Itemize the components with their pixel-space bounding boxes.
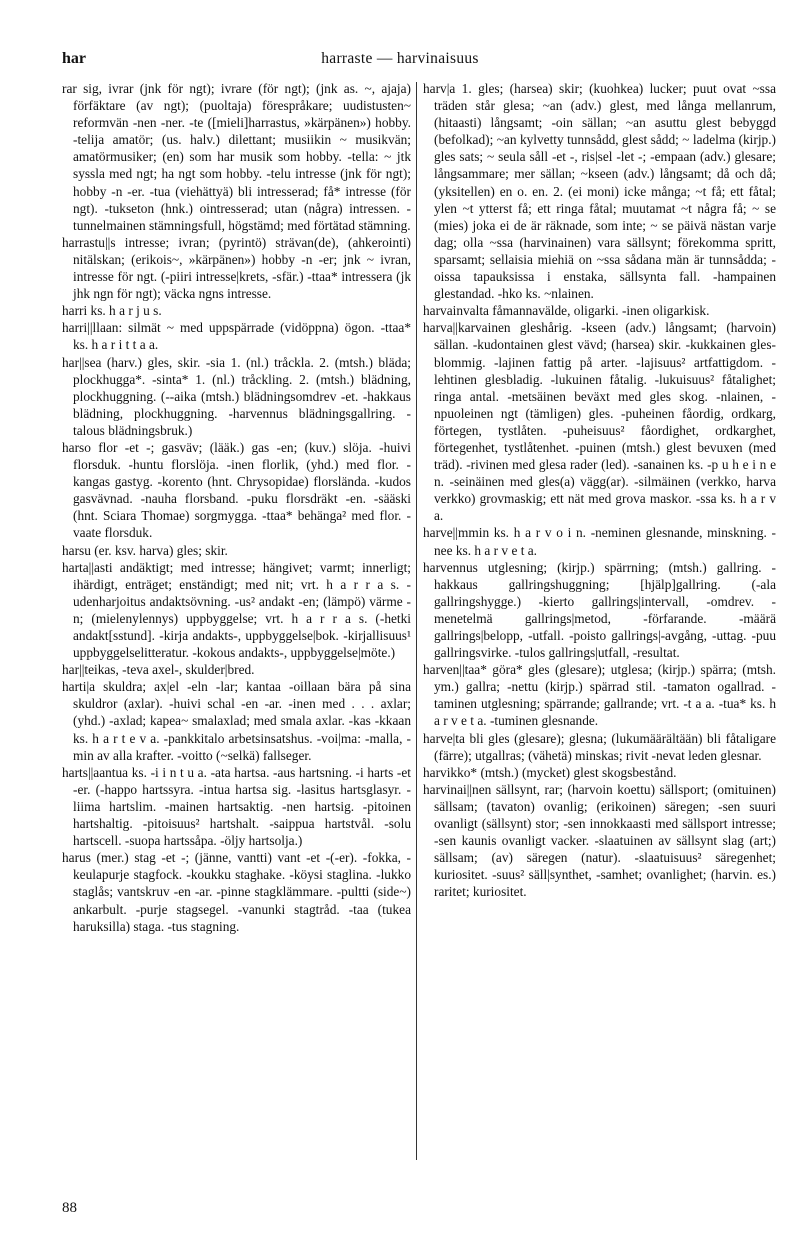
column-divider: [416, 82, 417, 1160]
entry: rar sig, ivrar (jnk för ngt); ivrare (för ngt); (jnk as. ~, ajaja) förfäktare (av ngt); (puoltaja) förespråkare; uudistusten~ reformvän -nen -ner. -te ([mieli]harrastus, »kärpänen») hobby. -telija amatör; (us. halv.) dilettant; musiikin ~ musikvän; amatörmusiker; (en) som har musik som hobby. -tella: ~ jtk syssla med ngt; ha ngt som hobby. -telu intresse (jnk för ngt); hobby -n -er. -tua (viehättyä) bli intresserad; få* intresse (för ngt). -tukseton (hnk.) ointresserad; utan (några) intressen. -tunnelmainen stämningsfull, högstämd; med förtätad stämning.: [62, 81, 411, 233]
entry: harrastu||s intresse; ivran; (pyrintö) strävan(de), (ahkerointi) nitälskan; (erikois~, »kärpänen») hobby -n -er; jnk ~ ivran, intresse för ngt. (-piiri intresse|krets, -sfär.) -ttaa* intressera (jk jhk ngn för ngt); väcka ngns intresse.: [62, 234, 411, 302]
entry: harso flor -et -; gasväv; (lääk.) gas -en; (kuv.) slöja. -huivi florsduk. -huntu florslöja. -inen florlik, (yhd.) med flor. -kangas gastyg. -korento (hnt. Chrysopidae) florslända. -kudos gasvävnad. -nauha florsband. -puku florsdräkt -en. -sääski (hnt. Sciara Thomae) sorgmygga. -ttaa* behänga² med flor. -vaate florsduk.: [62, 439, 411, 541]
header-headword: har: [62, 50, 86, 67]
entry: harri ks. h a r j u s.: [62, 303, 162, 319]
right-column: [423, 80, 776, 1160]
entry: harva||karvainen gleshårig. -kseen (adv.) långsamt; (harvoin) sällan. -kudontainen glest vävd; (harsea) skir. -kukkainen gles-blommig. -lajinen fattig på arter. -lajisuus² artfattigdom. -lehtinen glesbladig. -lukuinen fåtalig. -lukuisuus² fåtalighet; ringa antal. -metsäinen beväxt med gles skog. -nlainen, -npuoleinen ngt (tämligen) gles. -puheinen fåordig, ordkarg, förtegen, tystlåten. -puheisuus² fåordighet, ordkarghet, förtegenhet, tystlåtenhet. -puinen (mtsh.) glest bevuxen (med träd). -rivinen med glesa rader (led). -sanainen ks. -p u h e i n e n. -seinäinen med gles(a) vägg(ar). -silmäinen (verkko, harva verkko) grovmaskig; ett nät med grova maskor. -ssa ks. h a r v a.: [423, 320, 776, 524]
entry: harus (mer.) stag -et -; (jänne, vantti) vant -et -(-er). -fokka, -keulapurje stagfock. -koukku staghake. -köysi staglina. -lukko staglås; vantskruv -en -ar. -pinne stagklämmare. -pultti (side~) ankarbult. -purje stagsegel. -vanunki stagtråd. -taa (tukea haruksilla) staga. -tus stagning.: [62, 850, 411, 934]
entry: harts||aantua ks. -i i n t u a. -ata hartsa. -aus hartsning. -i harts -et -er. (-happo hartssyra. -intua hartsa sig. -lasitus hartsglasyr. -liima hartslim. -mainen hartsaktig. -nen hartsig. -pitoinen hartshaltig. -pitoisuus² hartshalt. -saippua hartstvål. -solu hartscell. -suopa hartssåpa. -öljy hartsolja.): [62, 764, 411, 849]
entry: harta||asti andäktigt; med intresse; hängivet; varmt; innerligt; ihärdigt, enträget; enständigt; med nit; vrt. h a r r a s. -udenharjoitus andaktsövning. -us² andakt -en; (lämpö) värme -n; (mielenylennys) uppbyggelse; vrt. h a r r a s. (-hetki andakt[sstund]. -kirja andakts-, uppbyggelse|bok. -kirjallisuus¹ uppbyggelselitteratur. -kokous andakts-, uppbyggelse|möte.): [62, 559, 411, 661]
entry: harve|ta bli gles (glesare); glesna; (lukumäärältään) bli fåtaligare (färre); utgallras; (vähetä) minskas; rivit -nevat leden glesnar.: [423, 730, 776, 763]
entry: harsu (er. ksv. harva) gles; skir.: [62, 542, 228, 558]
entry: harve||mmin ks. h a r v o i n. -neminen glesnande, minskning. -nee ks. h a r v e t a.: [423, 525, 776, 558]
entry: harvennus utglesning; (kirjp.) spärrning; (mtsh.) gallring. -hakkaus gallringshuggning; [hjälp]gallring. (-ala gallringshygge.) -kierto gallrings|intervall, -omdrev. -menetelmä gallrings|metod, -förfarande. -määrä gallrings|belopp, -utfall. -poisto gallrings|-avgång, -uttag. -puu gallringsvirke. -tulos gallrings|utfall, -resultat.: [423, 559, 776, 661]
entry: harven||taa* göra* gles (glesare); utglesa; (kirjp.) spärra; (mtsh. ym.) gallra; -nettu (kirjp.) spärrad stil. -tamaton ogallrad. -taminen utglesning; spärrande; gallrande; vrt. -t a a. -tua* ks. h a r v e t a. -tuminen glesnande.: [423, 662, 776, 729]
entry: har||teikas, -teva axel-, skulder|bred.: [62, 662, 255, 678]
entry: harri||llaan: silmät ~ med uppspärrade (vidöppna) ögon. -ttaa* ks. h a r i t t a a.: [62, 320, 411, 353]
left-column: [62, 80, 411, 1160]
entry: harvikko* (mtsh.) (mycket) glest skogsbestånd.: [423, 764, 677, 780]
header-range: harraste — harvinaisuus: [321, 50, 479, 67]
entry: har||sea (harv.) gles, skir. -sia 1. (nl.) tråckla. 2. (mtsh.) bläda; plockhugga*. -sinta* 1. (nl.) tråckling. 2. (mtsh.) blädning, plockhuggning. (--aika (mtsh.) blädningsomdrev -et. -hakkaus blädning, plockhuggning. -harvennus blädningsgallring. -talous blädningsbruk.): [62, 354, 411, 438]
page-number: 88: [62, 1200, 77, 1216]
entry: harv|a 1. gles; (harsea) skir; (kuohkea) lucker; puut ovat ~ssa träden står glesa; ~an (adv.) glest, med långa mellanrum, (hitaasti) långsamt; -oin sällan; ~an asuttu glest bebyggd (befolkad); ~an kylvetty tunnsådd, glest sådd; ~ ladelma (kirjp.) gles sats; ~ seula såll -et -, ris|sel -let -; -empaan (adv.) glesare; långsammare; mer sällan; ~kseen (adv.) långsamt; då och då; (yksitellen) en o. en. 2. (ei moni) icke många; ~t få; ett fåtal; ylen ~t ytterst få; ett ringa fåtal; muutamat ~t några få; ~ se (mies) joka ei de är räknade, som inte; ~ se päivä nästan varje dag; olla ~ssa (harvinainen) vara sällsynt; förekomma spritt, sparsamt; sellaisia miehiä on ~ssa sådana män är tunnsådda; -oissa tapauksissa i enstaka, sällsynta fall. -hampainen glestandad. -hko ks. ~nlainen.: [423, 81, 776, 302]
entry: harti|a skuldra; ax|el -eln -lar; kantaa -oillaan bära på sina skuldror (axlar). -huivi schal -en -ar. -inen med . . . axlar; (yhd.) -axlad; kapea~ smalaxlad; med smala axlar. -kas -kkaan ks. h a r t e v a. -pankkitalo arbetsinsatshus. -voi|ma: -malla, -min av alla krafter. -voitto (~selkä) fallseger.: [62, 679, 411, 763]
entry: harvainvalta fåmannavälde, oligarki. -inen oligarkisk.: [423, 303, 710, 319]
entry: harvinai||nen sällsynt, rar; (harvoin koettu) sällsport; (omituinen) sällsam; (tavaton) ovanlig; (erikoinen) säregen; -sen suuri ovanligt (sällsynt) stor; -sen innokkaasti med sällsport intresse; -sen kaunis ovanligt vacker. -slaatuinen av sällsynt slag (art;) sällsam; (av) säregen (natur). -slaatuisuus² säregenhet; kuriositet. -suus² säll|synthet, -samhet; ovanlighet; (harvin. es.) raritet; kuriositet.: [423, 781, 776, 900]
